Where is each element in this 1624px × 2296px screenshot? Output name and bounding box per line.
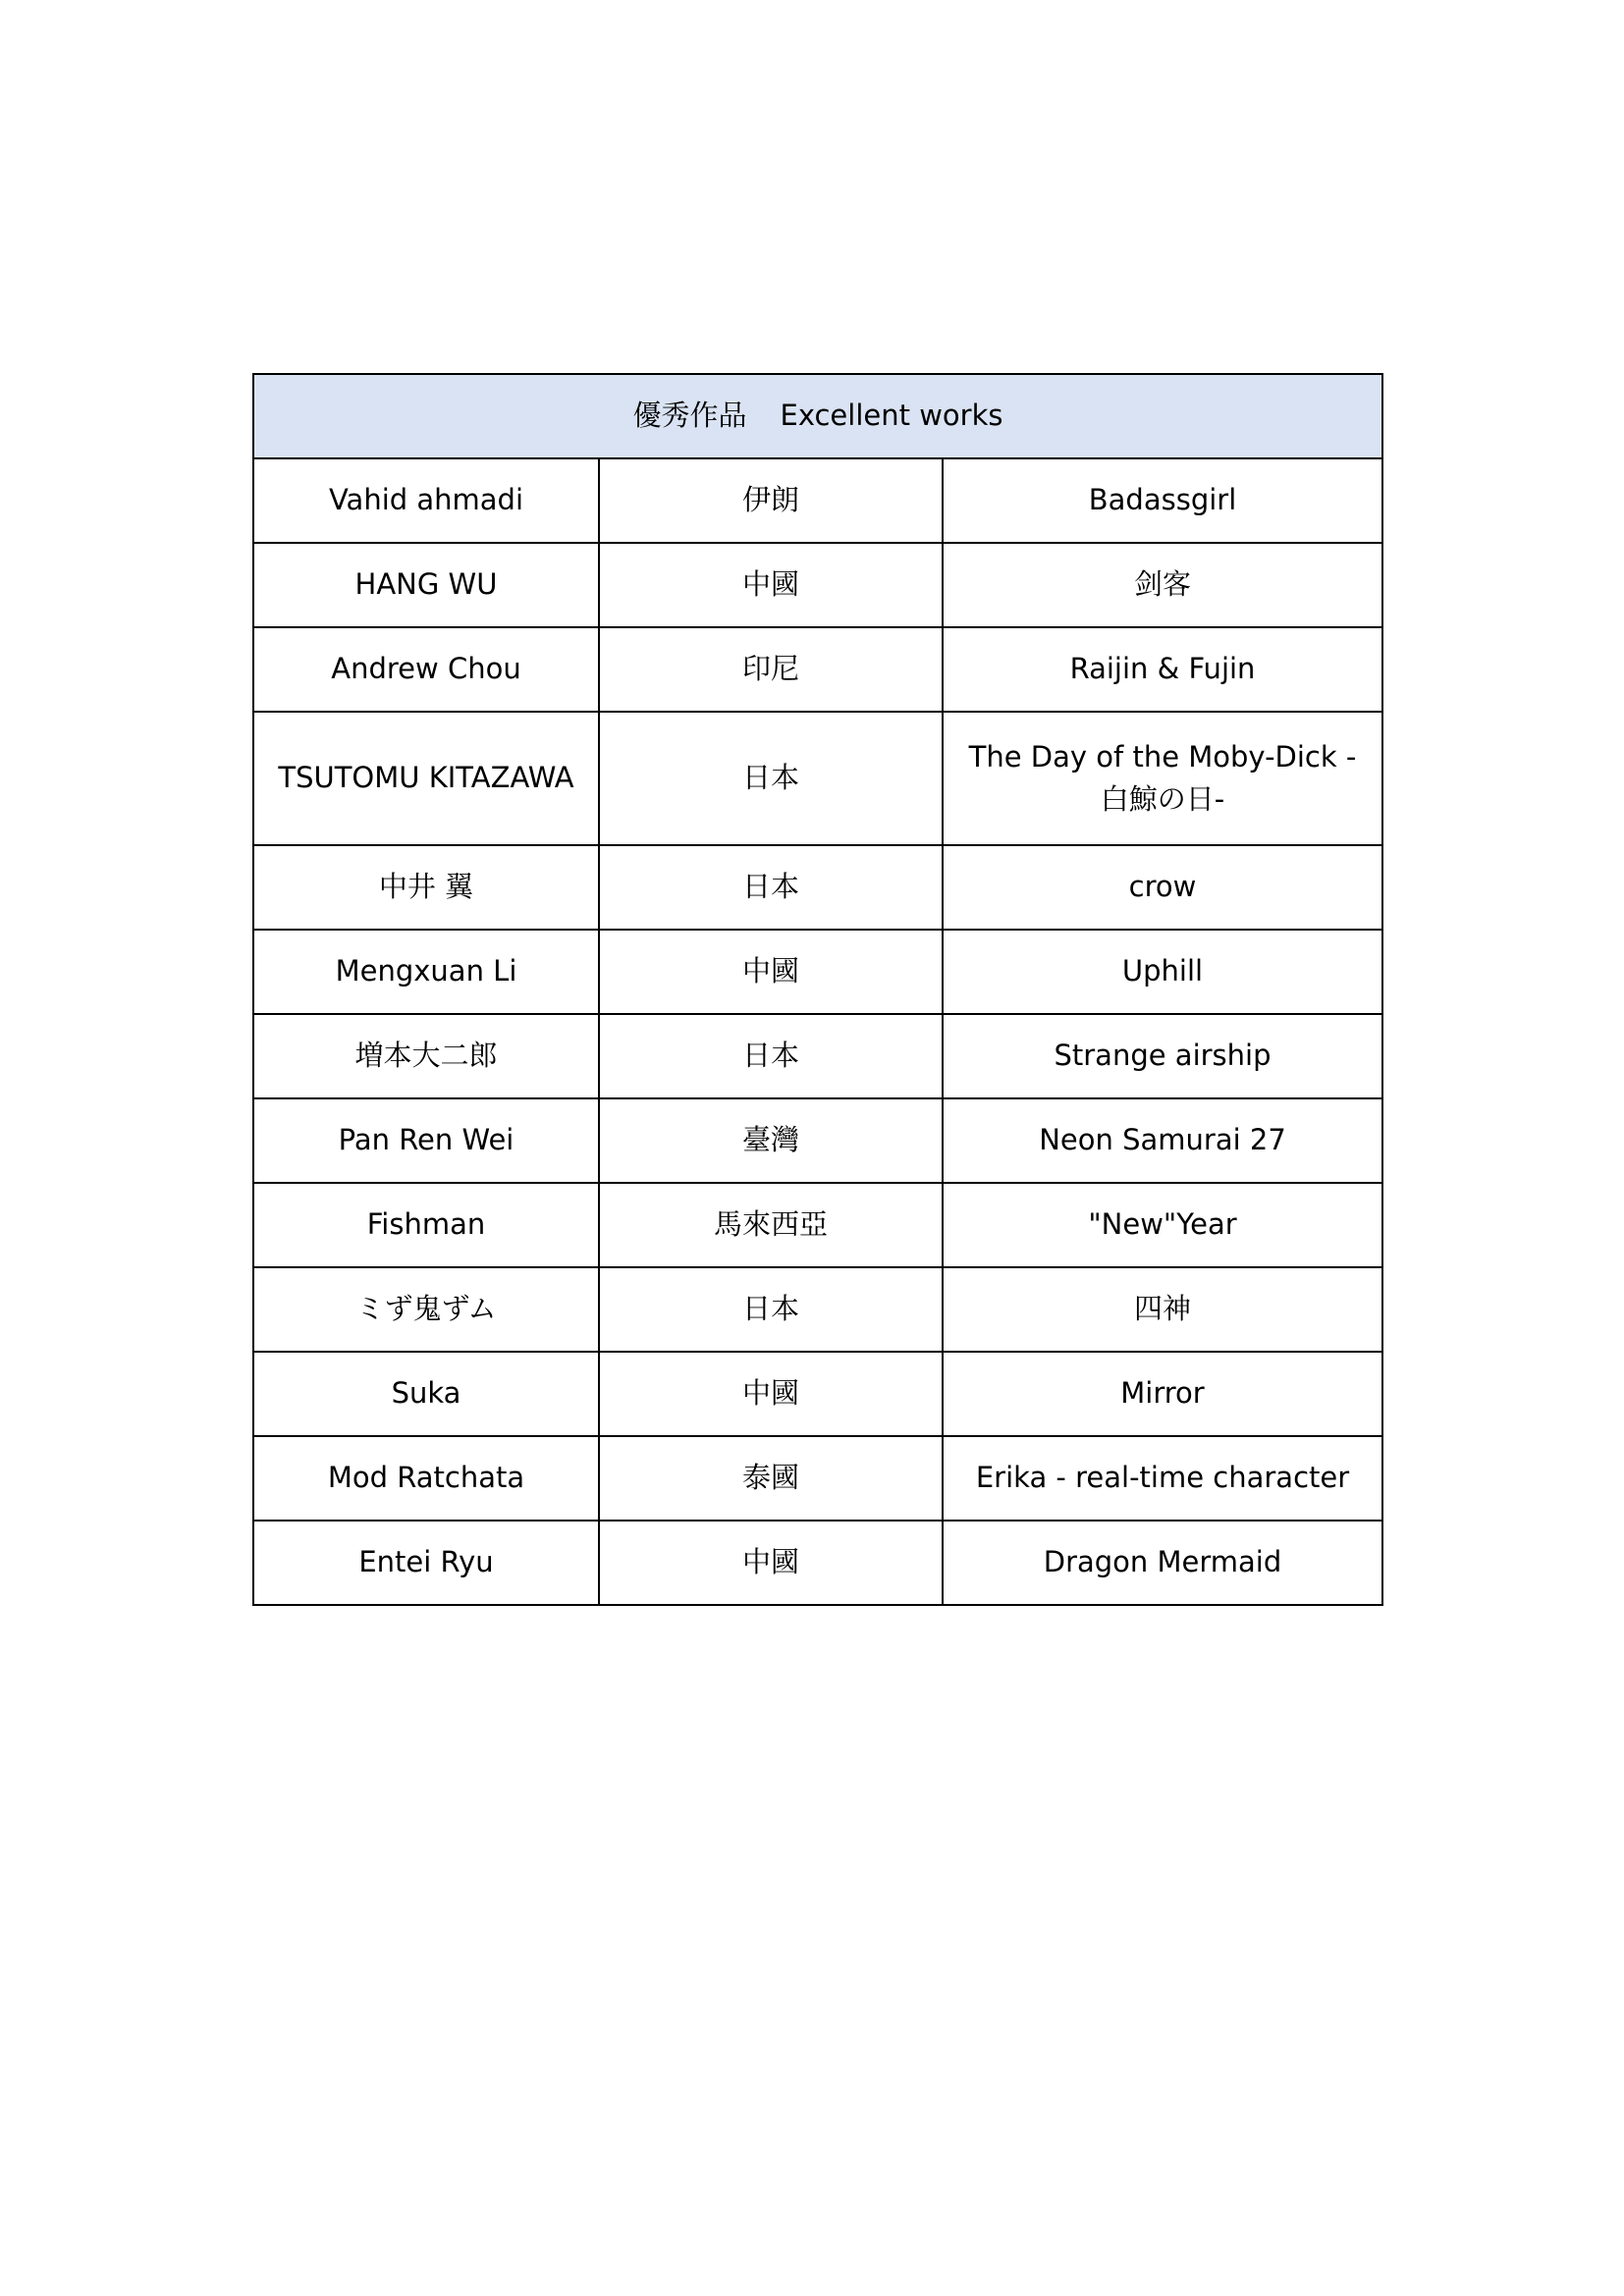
table-row [253,845,1382,930]
country-cell: 日本 [599,1014,943,1098]
country-cell: 中國 [599,930,943,1014]
table-title [253,374,1382,458]
work-title-cell: Raijin & Fujin [943,627,1382,712]
work-title-cell: The Day of the Moby-Dick -白鯨の日- [943,712,1382,845]
work-title-cell: 剑客 [943,543,1382,627]
table-row [253,458,1382,543]
work-title-cell: crow [943,845,1382,930]
country-cell: 日本 [599,1267,943,1352]
table-row [253,930,1382,1014]
country-cell: 印尼 [599,627,943,712]
artist-name-cell: Mengxuan Li [253,930,599,1014]
artist-name-cell: TSUTOMU KITAZAWA [253,712,599,845]
work-title-cell: Uphill [943,930,1382,1014]
table-row [253,1521,1382,1605]
artist-name-cell: Entei Ryu [253,1521,599,1605]
table-row [253,543,1382,627]
table-row [253,712,1382,845]
artist-name-cell: HANG WU [253,543,599,627]
artist-name-cell: ミず鬼ずム [253,1267,599,1352]
country-cell: 日本 [599,712,943,845]
country-cell: 馬來西亞 [599,1183,943,1267]
country-cell: 中國 [599,543,943,627]
table-title-zh: 優秀作品 [632,399,747,433]
table-row [253,627,1382,712]
country-cell: 臺灣 [599,1098,943,1183]
artist-name-cell: Vahid ahmadi [253,458,599,543]
artist-name-cell: Pan Ren Wei [253,1098,599,1183]
country-cell: 泰國 [599,1436,943,1521]
artist-name-cell: Fishman [253,1183,599,1267]
table-row [253,1183,1382,1267]
table-title-en: Excellent works [780,399,1003,433]
work-title-cell: Neon Samurai 27 [943,1098,1382,1183]
country-cell: 伊朗 [599,458,943,543]
table-row [253,1267,1382,1352]
work-title-cell: "New"Year [943,1183,1382,1267]
work-title-cell: Erika - real-time character [943,1436,1382,1521]
artist-name-cell: Mod Ratchata [253,1436,599,1521]
excellent-works-table [252,373,1383,1606]
work-title-cell: 四神 [943,1267,1382,1352]
table-row [253,1098,1382,1183]
table-header-row [253,374,1382,458]
artist-name-cell: Andrew Chou [253,627,599,712]
artist-name-cell: Suka [253,1352,599,1436]
work-title-cell: Mirror [943,1352,1382,1436]
country-cell: 中國 [599,1521,943,1605]
work-title-cell: Dragon Mermaid [943,1521,1382,1605]
table-row [253,1436,1382,1521]
table-row [253,1014,1382,1098]
country-cell: 中國 [599,1352,943,1436]
artist-name-cell: 増本大二郎 [253,1014,599,1098]
work-title-cell: Strange airship [943,1014,1382,1098]
artist-name-cell: 中井 翼 [253,845,599,930]
table-row [253,1352,1382,1436]
country-cell: 日本 [599,845,943,930]
work-title-cell: Badassgirl [943,458,1382,543]
